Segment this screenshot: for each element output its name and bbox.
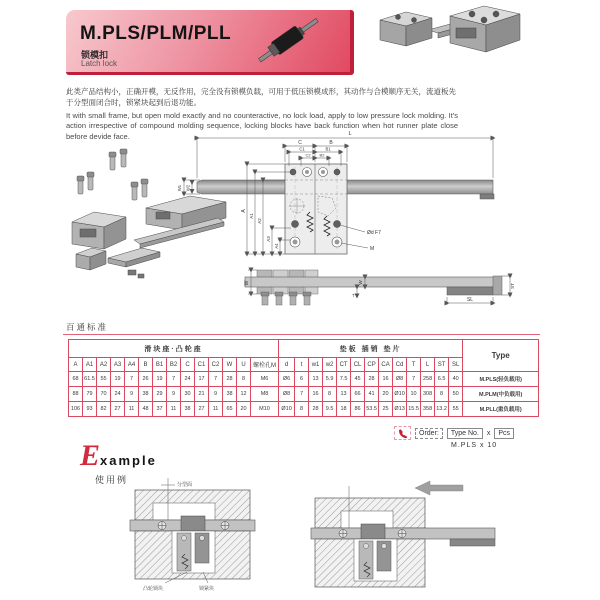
table-cell: 11 <box>125 402 139 417</box>
table-cell: 28 <box>365 372 379 387</box>
standard-section-title: 百通标准 <box>66 322 109 332</box>
table-column-header: 螺栓孔M <box>251 358 279 372</box>
dim-label-W-left: W <box>244 280 250 286</box>
dim-label-W2: W2 <box>185 184 191 192</box>
table-cell: 82 <box>97 402 111 417</box>
dim-label-W-right: W <box>358 280 363 285</box>
table-cell: 48 <box>139 402 153 417</box>
table-cell: 53.5 <box>365 402 379 417</box>
table-cell: 106 <box>69 402 83 417</box>
table-cell: 55 <box>449 402 463 417</box>
table-column-header: T <box>407 358 421 372</box>
label-parting-face: 分型面 <box>177 482 193 488</box>
dim-label-W1: W1 <box>177 184 182 192</box>
table-cell: 21 <box>195 387 209 402</box>
table-cell: 9 <box>125 387 139 402</box>
table-column-header: A <box>69 358 83 372</box>
table-row <box>69 402 539 417</box>
subtitle-chinese: 锁模扣 <box>81 50 109 60</box>
usage-example-drawing <box>115 476 515 600</box>
table-column-header: w1 <box>309 358 323 372</box>
example-title: xample <box>100 453 157 468</box>
table-cell: 55 <box>97 372 111 387</box>
table-cell: 86 <box>351 402 365 417</box>
table-cell: 28 <box>223 372 237 387</box>
table-column-header: L <box>421 358 435 372</box>
table-cell: 20 <box>237 402 251 417</box>
table-cell: 27 <box>111 402 125 417</box>
table-cell: 38 <box>139 387 153 402</box>
example-subtitle: 使用例 <box>95 475 129 485</box>
table-cell: 9 <box>167 387 181 402</box>
table-column-header: B <box>139 358 153 372</box>
table-cell: 13 <box>337 387 351 402</box>
table-type-header: Type <box>463 340 539 372</box>
order-pcs: Pcs <box>494 428 514 439</box>
table-type-cell: M.PLL(重负载用) <box>463 402 539 417</box>
section-divider <box>63 334 540 335</box>
dim-label-C1: C1 <box>299 146 305 152</box>
table-cell: 19 <box>153 372 167 387</box>
table-cell: 26 <box>139 372 153 387</box>
table-cell: 16 <box>309 387 323 402</box>
table-column-header: B2 <box>167 358 181 372</box>
table-cell: 11 <box>209 402 223 417</box>
table-cell: 45 <box>351 372 365 387</box>
table-cell: 28 <box>309 402 323 417</box>
subtitle-english: Latch lock <box>81 59 118 68</box>
table-column-header: SL <box>449 358 463 372</box>
dim-label-SL: SL <box>466 297 474 303</box>
table-cell: 88 <box>69 387 83 402</box>
table-cell: 7.5 <box>337 372 351 387</box>
table-cell: 6 <box>295 372 309 387</box>
table-cell: Ø10 <box>279 402 295 417</box>
table-cell: 5.9 <box>323 372 337 387</box>
table-cell: 7 <box>407 372 421 387</box>
table-cell: 358 <box>421 402 435 417</box>
table-cell: 20 <box>379 387 393 402</box>
page-title: M.PLS/PLM/PLL <box>80 23 232 44</box>
table-cell: 38 <box>181 402 195 417</box>
table-column-header: Cd <box>393 358 407 372</box>
table-cell: Ø8 <box>279 387 295 402</box>
table-cell: 30 <box>181 387 195 402</box>
table-cell: 258 <box>421 372 435 387</box>
main-dimensioned-view <box>197 164 494 254</box>
table-column-header: U <box>237 358 251 372</box>
product-blocks <box>380 6 520 52</box>
table-column-header: C <box>181 358 195 372</box>
order-example-value: M.PLS x 10 <box>451 442 498 449</box>
table-cell: 27 <box>195 402 209 417</box>
description-chinese: 此类产品结构小，正确开模，无反作用，完全没有锁模负载，可用于低压锁模成形，其动作与合模顺序无关，流道板先于分型面闭合时，锁紧块起到后退功能。 <box>66 87 456 108</box>
table-column-header: B1 <box>153 358 167 372</box>
table-column-header: CP <box>365 358 379 372</box>
order-row <box>394 426 514 440</box>
latch-component-icon <box>252 15 326 67</box>
table-cell: 9 <box>209 387 223 402</box>
dim-label-B: B <box>329 140 333 146</box>
table-cell: 15.5 <box>407 402 421 417</box>
table-cell: 79 <box>83 387 97 402</box>
dim-label-A1: A1 <box>249 213 254 219</box>
table-column-header: A4 <box>125 358 139 372</box>
order-times: x <box>486 429 491 437</box>
table-type-cell: M.PLM(中负载用) <box>463 387 539 402</box>
table-column-header: C1 <box>195 358 209 372</box>
table-cell: 29 <box>153 387 167 402</box>
table-cell: M10 <box>251 402 279 417</box>
dim-label-B2: B2 <box>319 152 325 158</box>
table-cell: Ø10 <box>393 387 407 402</box>
example-initial: E <box>80 439 101 472</box>
dim-label-L: L <box>348 131 352 137</box>
table-cell: 7 <box>125 372 139 387</box>
table-column-header: A1 <box>83 358 97 372</box>
table-cell: 10 <box>407 387 421 402</box>
dim-label-A: A <box>241 209 247 213</box>
spec-table <box>68 339 539 417</box>
order-type-no: Type No. <box>447 428 483 439</box>
dim-label-M: M <box>370 246 375 252</box>
technical-drawing <box>60 124 545 316</box>
table-cell: 66 <box>351 387 365 402</box>
table-cell: 9.5 <box>323 402 337 417</box>
table-cell: 8 <box>237 372 251 387</box>
description-english: It with small frame, but open mold exactly and no counteractive, no lock load, apply to low pressure lock molding. It's action irrespective of compound molding sequence, locking blocks have back function when hot runner plate close before devide face. <box>66 110 458 141</box>
header-banner <box>66 10 354 75</box>
dim-label-B1: B1 <box>325 146 331 152</box>
table-cell: 7 <box>295 387 309 402</box>
table-cell: 18 <box>337 402 351 417</box>
table-cell: 8 <box>435 387 449 402</box>
table-cell: M6 <box>251 372 279 387</box>
table-column-header: CA <box>379 358 393 372</box>
order-label: Order: <box>415 428 443 439</box>
dim-label-C: C <box>298 140 302 146</box>
table-row <box>69 372 539 387</box>
table-cell: 308 <box>421 387 435 402</box>
table-column-header: d <box>279 358 295 372</box>
table-cell: 13.2 <box>435 402 449 417</box>
label-cam-block: 凸轮锁块 <box>143 586 164 592</box>
table-cell: 41 <box>365 387 379 402</box>
table-cell: 11 <box>167 402 181 417</box>
table-column-header: CL <box>351 358 365 372</box>
table-column-header: w2 <box>323 358 337 372</box>
table-column-header: A3 <box>111 358 125 372</box>
table-cell: 6.5 <box>435 372 449 387</box>
table-cell: 24 <box>111 387 125 402</box>
label-lock-block: 锁紧块 <box>199 586 215 592</box>
dim-label-T: T <box>352 293 355 298</box>
dim-label-C2: C2 <box>305 152 311 158</box>
table-cell: 12 <box>237 387 251 402</box>
table-cell: 68 <box>69 372 83 387</box>
table-cell: 37 <box>153 402 167 417</box>
example-left-assembly <box>130 478 255 592</box>
dim-label-ST: ST <box>510 283 515 289</box>
product-isometric-image <box>372 2 527 66</box>
table-cell: 38 <box>223 387 237 402</box>
table-column-header: t <box>295 358 309 372</box>
table-cell: 16 <box>379 372 393 387</box>
table-cell: 13 <box>309 372 323 387</box>
table-row <box>69 387 539 402</box>
table-cell: 50 <box>449 387 463 402</box>
direction-arrow-icon <box>415 481 463 495</box>
dim-label-A4: A4 <box>274 243 279 249</box>
table-cell: Ø6 <box>279 372 295 387</box>
table-column-header: A2 <box>97 358 111 372</box>
table-cell: Ø13 <box>393 402 407 417</box>
example-right-assembly <box>311 481 495 587</box>
table-column-header: ST <box>435 358 449 372</box>
table-cell: 65 <box>223 402 237 417</box>
table-cell: 25 <box>379 402 393 417</box>
table-cell: 19 <box>111 372 125 387</box>
phone-icon <box>394 426 411 440</box>
table-column-header: W <box>223 358 237 372</box>
table-cell: M8 <box>251 387 279 402</box>
dim-label-hole: Ød F7 <box>367 230 381 236</box>
exploded-parts-drawing <box>72 149 226 278</box>
side-view <box>244 270 515 305</box>
table-cell: 7 <box>209 372 223 387</box>
table-cell: 40 <box>449 372 463 387</box>
table-type-cell: M.PLS(轻负载用) <box>463 372 539 387</box>
table-cell: 8 <box>295 402 309 417</box>
dim-label-A3: A3 <box>266 236 271 242</box>
table-cell: 70 <box>97 387 111 402</box>
table-cell: 61.5 <box>83 372 97 387</box>
table-cell: 8 <box>323 387 337 402</box>
table-cell: Ø8 <box>393 372 407 387</box>
table-column-header: CT <box>337 358 351 372</box>
table-group-header: 垫板 插销 垫片 <box>279 340 463 358</box>
table-column-header: C2 <box>209 358 223 372</box>
table-group-header: 滑块座·凸轮座 <box>69 340 279 358</box>
table-cell: 7 <box>167 372 181 387</box>
dim-label-A2: A2 <box>257 218 262 224</box>
table-cell: 24 <box>181 372 195 387</box>
table-cell: 17 <box>195 372 209 387</box>
table-cell: 93 <box>83 402 97 417</box>
